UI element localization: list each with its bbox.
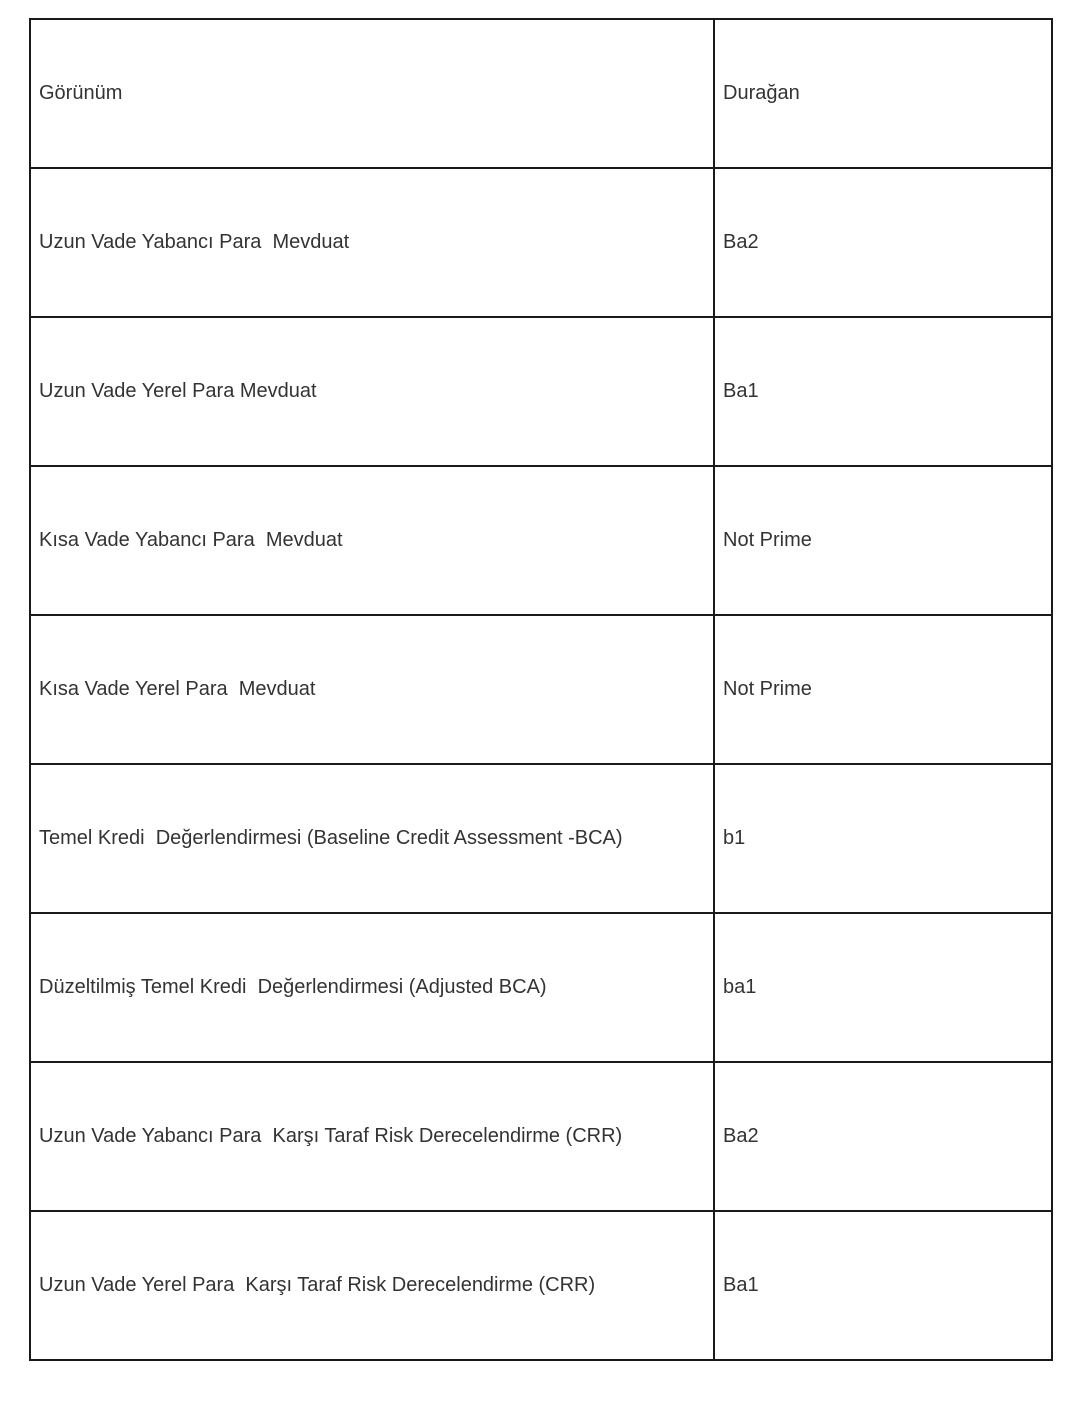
row-value: Not Prime <box>714 615 1052 764</box>
table-row <box>30 764 1052 913</box>
table-row <box>30 466 1052 615</box>
row-value: Durağan <box>714 19 1052 168</box>
table-row <box>30 19 1052 168</box>
rating-table <box>29 18 1053 1361</box>
row-value: Ba1 <box>714 1211 1052 1360</box>
row-label: Uzun Vade Yabancı Para Mevduat <box>30 168 714 317</box>
row-label: Görünüm <box>30 19 714 168</box>
row-label: Uzun Vade Yabancı Para Karşı Taraf Risk Derecelendirme (CRR) <box>30 1062 714 1211</box>
table-row <box>30 317 1052 466</box>
row-label: Kısa Vade Yabancı Para Mevduat <box>30 466 714 615</box>
table-row <box>30 168 1052 317</box>
row-value: Ba2 <box>714 168 1052 317</box>
row-label: Kısa Vade Yerel Para Mevduat <box>30 615 714 764</box>
row-value: ba1 <box>714 913 1052 1062</box>
table-row <box>30 1062 1052 1211</box>
table-row <box>30 615 1052 764</box>
table-row <box>30 1211 1052 1360</box>
row-value: Ba1 <box>714 317 1052 466</box>
row-value: b1 <box>714 764 1052 913</box>
row-value: Ba2 <box>714 1062 1052 1211</box>
table-row <box>30 913 1052 1062</box>
row-label: Temel Kredi Değerlendirmesi (Baseline Credit Assessment -BCA) <box>30 764 714 913</box>
row-value: Not Prime <box>714 466 1052 615</box>
row-label: Uzun Vade Yerel Para Mevduat <box>30 317 714 466</box>
row-label: Düzeltilmiş Temel Kredi Değerlendirmesi (Adjusted BCA) <box>30 913 714 1062</box>
row-label: Uzun Vade Yerel Para Karşı Taraf Risk Derecelendirme (CRR) <box>30 1211 714 1360</box>
